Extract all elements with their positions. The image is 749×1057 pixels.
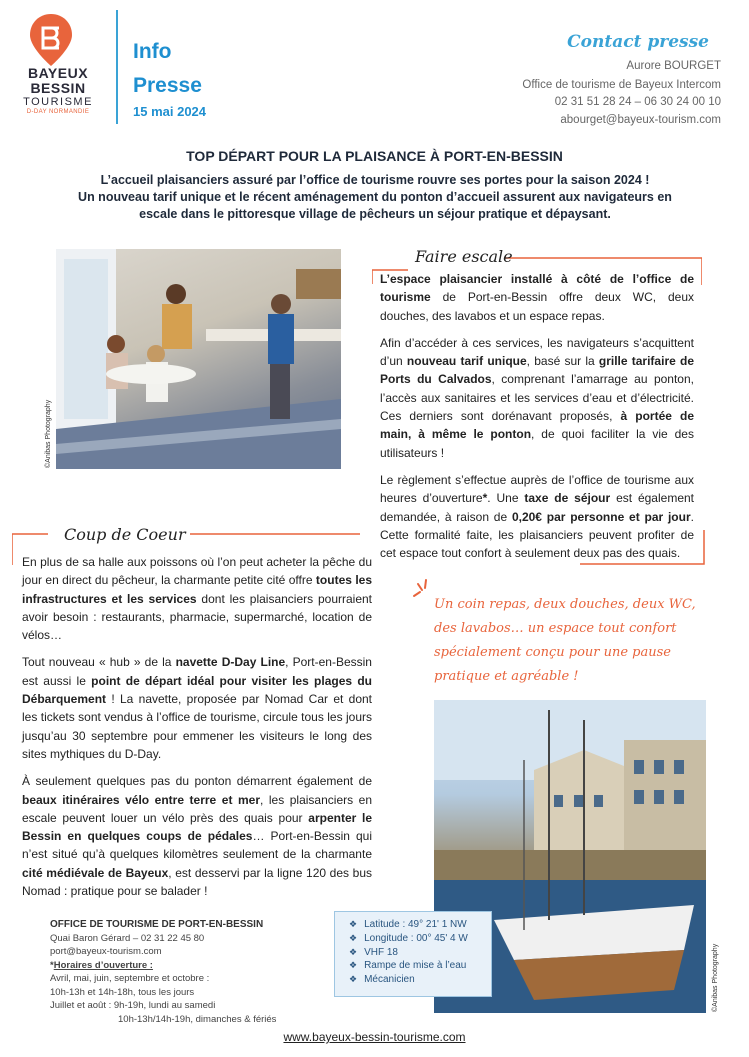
logo-text: BAYEUX BESSIN xyxy=(27,65,89,96)
office-email[interactable]: port@bayeux-tourism.com xyxy=(50,946,162,957)
photo2-credit: ©Anibas Photography xyxy=(712,943,719,1012)
header-info: Info xyxy=(133,40,172,63)
port-info-box xyxy=(334,911,492,997)
logo-subtext: TOURISME xyxy=(23,96,93,108)
port-info-latitude: ❖ Latitude : 49° 21' 1 NW xyxy=(349,918,491,932)
contact-phone: 02 31 51 28 24 – 06 30 24 00 10 xyxy=(554,96,721,108)
bayeux-bessin-logo-pin-icon xyxy=(30,14,72,66)
faire-escale-heading: Faire escale xyxy=(415,247,513,266)
faire-escale-text: L’espace plaisancier installé à côté de l’office de tourisme de Port-en-Bessin offre deux WC, deux douches, des lavabos et un espace repas. Afin d’accéder à ces services, les navigateurs s’acquittent d’un nouveau tarif unique, basé sur la grille tarifaire de Ports du Calvados, comprenant l’amarrage au ponton, l’accès aux sanitaires et les services d’eau et d’électricité. Ces derniers sont dorénavant proposés, à portée de main, à même le ponton, de quoi faciliter la vie des utilisateurs ! Le règlement s’effectue auprès de l’office de tourisme aux heures d’ouverture*. Une taxe de séjour est également demandée, à raison de 0,20€ par personne et par jour. Cette formalité faite, les plaisanciers peuvent profiter de cet espace tout confort à seulement deux pas des quais. xyxy=(380,272,694,561)
contact-name: Aurore BOURGET xyxy=(626,60,721,72)
logo-tagline: D-DAY NORMANDIE xyxy=(26,109,90,115)
quote-spark-icon xyxy=(412,578,434,600)
faire-escale-frame-bottom xyxy=(580,530,710,570)
coup-de-coeur-heading: Coup de Coeur xyxy=(64,525,186,544)
port-info-mechanic: ❖ Mécanicien xyxy=(349,973,491,987)
photo-plaisancier-space xyxy=(56,249,341,469)
header-divider xyxy=(116,10,118,124)
port-info-vhf: ❖ VHF 18 xyxy=(349,946,491,960)
contact-email[interactable]: abourget@bayeux-tourism.com xyxy=(560,114,721,126)
website-link[interactable]: www.bayeux-bessin-tourisme.com xyxy=(283,1030,466,1044)
coup-de-coeur-text: En plus de sa halle aux poissons où l’on peut acheter la pêche du jour en direct du pêcheur, la charmante petite cité offre toutes les infrastructures et les services dont les plaisanciers pourraient avoir besoin : restaurants, pharmacie, supermarché, location de vélos… Tout nouveau « hub » de la navette D-Day Line, Port-en-Bessin est aussi le point de départ idéal pour visiter les plages du Débarquement ! La navette, proposée par Nomad Car et dont les tickets sont vendus à l’office de tourisme, circule tous les jours jusqu’au 30 septembre pour emmener les visiteurs le long des sites mythiques du D-Day. À seulement quelques pas du ponton démarrent également de beaux itinéraires vélo entre terre et mer, les plaisanciers en escale peuvent louer un vélo près des quais pour arpenter le Bessin en quelques coups de pédales… Port-en-Bessin qui n’est situé qu’à quelques kilomètres seulement de la charmante cité médiévale de Bayeux, est desservi par la ligne 120 des bus Nomad : pratique pour se balader ! xyxy=(22,555,373,899)
article-subtitle: L’accueil plaisanciers assuré par l’office de tourisme rouvre ses portes pour la saison 2024 ! Un nouveau tarif unique et le récent aménagement du ponton d’accueil assurent aux navigateurs en escale dans le pittoresque village de pêcheurs un séjour pratique et dépaysant. xyxy=(78,173,672,221)
article-title: TOP DÉPART POUR LA PLAISANCE À PORT-EN-BESSIN xyxy=(186,148,563,164)
header-presse: Presse xyxy=(133,74,202,97)
photo1-credit: ©Anibas Photography xyxy=(45,399,52,468)
office-contact: OFFICE DE TOURISME DE PORT-EN-BESSIN Quai Baron Gérard – 02 31 22 45 80 port@bayeux-tourism.com *Horaires d’ouverture : Avril, mai, juin, septembre et octobre : 10h-13h et 14h-18h, tous les jours Juillet et août : 9h-19h, lundi au samedi 10h-13h/14h-19h, dimanches & fériés xyxy=(50,919,277,1025)
contact-title: Contact presse xyxy=(567,32,709,52)
header-date: 15 mai 2024 xyxy=(133,104,207,119)
port-info-ramp: ❖ Rampe de mise à l’eau xyxy=(349,959,491,973)
pull-quote: Un coin repas, deux douches, deux WC, des lavabos… un espace tout confort spécialement conçu pour une pause pratique et agréable ! xyxy=(434,597,696,684)
contact-org: Office de tourisme de Bayeux Intercom xyxy=(522,79,721,91)
port-info-longitude: ❖ Longitude : 00° 45' 4 W xyxy=(349,932,491,946)
